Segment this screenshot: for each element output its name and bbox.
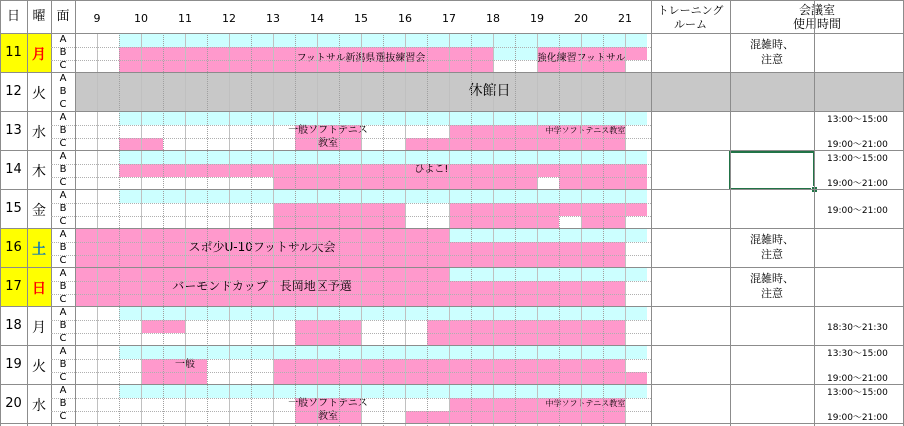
row-11-court-A: A bbox=[59, 34, 67, 45]
row-18-court-C: C bbox=[59, 333, 67, 344]
row-20-court-B: B bbox=[59, 398, 67, 409]
hline-row-16 bbox=[0, 267, 904, 268]
vline-hour-21 bbox=[625, 33, 626, 426]
header-hour-11: 11 bbox=[178, 12, 192, 25]
vline-hour-9_5 bbox=[119, 33, 120, 426]
row-15-court-C: C bbox=[59, 216, 67, 227]
vline-hour-16 bbox=[405, 33, 406, 426]
header-hour-17: 17 bbox=[442, 12, 456, 25]
header-hour-21: 21 bbox=[618, 12, 632, 25]
row-13-label-1: 教室 bbox=[318, 138, 338, 149]
row-12-court-B: B bbox=[59, 86, 67, 97]
row-17-training-note-b: 注意 bbox=[761, 287, 783, 300]
hline-row-13 bbox=[0, 150, 904, 151]
hline-row-14 bbox=[0, 189, 904, 190]
hline-row-12 bbox=[0, 111, 904, 112]
vline-hour-10 bbox=[141, 33, 142, 426]
header-training-1: トレーニング bbox=[657, 4, 724, 17]
row-20-label-1: 教室 bbox=[318, 411, 338, 422]
hline-sub-16-2 bbox=[51, 255, 651, 256]
vline-hour-18_5 bbox=[515, 33, 516, 426]
row-19-meeting-time-1: 19:00～21:00 bbox=[827, 374, 888, 384]
row-14-meeting-time-1: 19:00～21:00 bbox=[827, 179, 888, 189]
vline-solid-5 bbox=[730, 0, 731, 426]
row-16-training-note-b: 注意 bbox=[761, 248, 783, 261]
row-15-court-B-bar-1 bbox=[449, 203, 647, 216]
row-17-court-A: A bbox=[59, 268, 67, 279]
row-12-day-number: 12 bbox=[5, 84, 22, 99]
vline-hour-13_5 bbox=[295, 33, 296, 426]
hline-row-20 bbox=[0, 423, 904, 424]
row-19-court-C: C bbox=[59, 372, 67, 383]
row-16-court-A-bar-0 bbox=[449, 229, 647, 242]
row-15-dow: 金 bbox=[32, 203, 46, 219]
hline-row-11 bbox=[0, 72, 904, 73]
vline-hour-15 bbox=[361, 33, 362, 426]
row-16-court-B: B bbox=[59, 242, 67, 253]
hline-sub-19-1 bbox=[51, 359, 651, 360]
row-16-event-label: スポ少U-10フットサル大会 bbox=[188, 240, 336, 254]
header-hour-9: 9 bbox=[93, 12, 101, 25]
row-13-label-0: 一般ソフトテニス bbox=[288, 125, 368, 136]
vline-hour-9 bbox=[97, 33, 98, 426]
hline-sub-11-1 bbox=[51, 47, 651, 48]
hline-sub-19-2 bbox=[51, 372, 651, 373]
hline-sub-18-2 bbox=[51, 333, 651, 334]
hline-sub-15-2 bbox=[51, 216, 651, 217]
row-14-day-number: 14 bbox=[5, 162, 22, 177]
row-17-court-C: C bbox=[59, 294, 67, 305]
row-18-court-A: A bbox=[59, 307, 67, 318]
row-15-court-A: A bbox=[59, 190, 67, 201]
row-13-court-C: C bbox=[59, 138, 67, 149]
vline-hour-12_5 bbox=[251, 33, 252, 426]
row-13-day-number: 13 bbox=[5, 123, 22, 138]
vline-hour-20_5 bbox=[603, 33, 604, 426]
row-12-closed-label: 休館日 bbox=[468, 83, 511, 99]
row-19-court-A: A bbox=[59, 346, 67, 357]
row-12-dow: 火 bbox=[32, 86, 46, 102]
hline-sub-17-2 bbox=[51, 294, 651, 295]
row-18-meeting-time-0: 18:30～21:30 bbox=[827, 323, 888, 333]
row-11-court-C: C bbox=[59, 60, 67, 71]
row-12-court-A: A bbox=[59, 73, 67, 84]
row-17-day-number: 17 bbox=[5, 279, 22, 294]
hline-sub-16-1 bbox=[51, 242, 651, 243]
hline-sub-20-2 bbox=[51, 411, 651, 412]
row-14-court-A: A bbox=[59, 151, 67, 162]
hline-row-19 bbox=[0, 384, 904, 385]
row-13-label-2: 中学ソフトテニス教室 bbox=[545, 126, 626, 135]
header-training-2: ルーム bbox=[674, 18, 707, 31]
row-20-dow: 水 bbox=[32, 398, 46, 414]
vline-hour-17 bbox=[449, 33, 450, 426]
row-20-court-C: C bbox=[59, 411, 67, 422]
row-14-meeting-time-0: 13:00～15:00 bbox=[827, 154, 888, 164]
row-16-training-note: 混雑時、 bbox=[750, 233, 794, 246]
row-11-dow: 月 bbox=[32, 47, 46, 63]
row-13-court-B: B bbox=[59, 125, 67, 136]
row-11-training-note: 混雑時、 bbox=[750, 38, 794, 51]
row-13-dow: 水 bbox=[32, 125, 46, 141]
vline-hour-18 bbox=[493, 33, 494, 426]
vline-hour-11 bbox=[185, 33, 186, 426]
hline-sub-13-2 bbox=[51, 138, 651, 139]
vline-hour-19 bbox=[537, 33, 538, 426]
row-14-dow: 木 bbox=[32, 164, 46, 180]
header-hour-13: 13 bbox=[266, 12, 280, 25]
row-12-court-C: C bbox=[59, 99, 67, 110]
header-hour-15: 15 bbox=[354, 12, 368, 25]
row-13-meeting-time-0: 13:00～15:00 bbox=[827, 115, 888, 125]
hline-row-17 bbox=[0, 306, 904, 307]
row-11-day-number: 11 bbox=[5, 45, 22, 60]
row-20-label-2: 中学ソフトテニス教室 bbox=[545, 399, 626, 408]
row-11-label-1: 強化練習フットサル bbox=[536, 53, 626, 64]
vline-hour-14 bbox=[317, 33, 318, 426]
row-19-meeting-time-0: 13:30～15:00 bbox=[827, 349, 888, 359]
row-14-label-0: ひよこ! bbox=[414, 164, 449, 175]
header-meeting-1: 会議室 bbox=[798, 3, 835, 17]
vline-hour-19_5 bbox=[559, 33, 560, 426]
row-14-court-B: B bbox=[59, 164, 67, 175]
row-19-dow: 火 bbox=[32, 359, 46, 375]
hline-sub-14-1 bbox=[51, 164, 651, 165]
vline-hour-15_5 bbox=[383, 33, 384, 426]
vline-hour-13 bbox=[273, 33, 274, 426]
row-17-dow: 日 bbox=[32, 281, 46, 297]
header-dow: 曜 bbox=[32, 9, 46, 24]
hline-sub-15-1 bbox=[51, 203, 651, 204]
row-18-court-B-bar-2 bbox=[427, 320, 625, 333]
row-14-court-C: C bbox=[59, 177, 67, 188]
row-20-court-A: A bbox=[59, 385, 67, 396]
hline-sub-18-1 bbox=[51, 320, 651, 321]
hline-sub-20-1 bbox=[51, 398, 651, 399]
row-16-dow: 土 bbox=[32, 242, 46, 258]
vline-solid-4 bbox=[651, 0, 652, 426]
row-19-court-B: B bbox=[59, 359, 67, 370]
header-day: 日 bbox=[6, 9, 20, 24]
header-hour-10: 10 bbox=[134, 12, 148, 25]
hline-header bbox=[0, 33, 904, 34]
row-20-label-0: 一般ソフトテニス bbox=[288, 398, 368, 409]
hline-sub-13-1 bbox=[51, 125, 651, 126]
hline-sub-14-2 bbox=[51, 177, 651, 178]
hline-row-18 bbox=[0, 345, 904, 346]
row-15-court-B: B bbox=[59, 203, 67, 214]
header-hour-14: 14 bbox=[310, 12, 324, 25]
row-11-court-B: B bbox=[59, 47, 67, 58]
row-20-meeting-time-1: 19:00～21:00 bbox=[827, 413, 888, 423]
row-18-dow: 月 bbox=[32, 320, 46, 336]
vline-solid-2 bbox=[51, 0, 52, 426]
vline-hour-17_5 bbox=[471, 33, 472, 426]
header-hour-18: 18 bbox=[486, 12, 500, 25]
row-13-court-A: A bbox=[59, 112, 67, 123]
vline-hour-11_5 bbox=[207, 33, 208, 426]
row-13-meeting-time-1: 19:00～21:00 bbox=[827, 140, 888, 150]
hline-row-15 bbox=[0, 228, 904, 229]
row-16-day-number: 16 bbox=[5, 240, 22, 255]
row-14-selected-cell[interactable] bbox=[729, 151, 815, 190]
row-17-training-note: 混雑時、 bbox=[750, 272, 794, 285]
row-20-day-number: 20 bbox=[5, 396, 22, 411]
header-hour-19: 19 bbox=[530, 12, 544, 25]
row-18-court-B-bar-1 bbox=[295, 320, 361, 333]
header-hour-12: 12 bbox=[222, 12, 236, 25]
vline-hour-14_5 bbox=[339, 33, 340, 426]
row-18-day-number: 18 bbox=[5, 318, 22, 333]
vline-hour-20 bbox=[581, 33, 582, 426]
vline-hour-10_5 bbox=[163, 33, 164, 426]
header-hour-16: 16 bbox=[398, 12, 412, 25]
row-17-court-B: B bbox=[59, 281, 67, 292]
vline-solid-3 bbox=[75, 0, 76, 426]
row-11-label-0: フットサル新潟県選抜練習会 bbox=[296, 53, 426, 64]
row-19-label-0: 一般 bbox=[175, 359, 195, 370]
hline-sub-11-2 bbox=[51, 60, 651, 61]
row-20-meeting-time-0: 13:00～15:00 bbox=[827, 388, 888, 398]
row-19-day-number: 19 bbox=[5, 357, 22, 372]
vline-hour-12 bbox=[229, 33, 230, 426]
header-meeting-2: 使用時間 bbox=[792, 17, 841, 31]
header-hour-20: 20 bbox=[574, 12, 588, 25]
vline-solid-0 bbox=[0, 0, 1, 426]
hline-sub-17-1 bbox=[51, 281, 651, 282]
header-court: 面 bbox=[56, 9, 70, 24]
row-11-training-note-b: 注意 bbox=[761, 53, 783, 66]
row-16-court-C: C bbox=[59, 255, 67, 266]
row-16-court-A: A bbox=[59, 229, 67, 240]
vline-hour-16_5 bbox=[427, 33, 428, 426]
row-15-meeting-time-0: 19:00～21:00 bbox=[827, 206, 888, 216]
vline-solid-1 bbox=[27, 0, 28, 426]
row-17-event-label: バーモンドカップ 長岡地区予選 bbox=[172, 279, 352, 293]
hline-top bbox=[0, 0, 904, 1]
row-18-court-B: B bbox=[59, 320, 67, 331]
vline-solid-6 bbox=[814, 0, 815, 426]
row-17-court-A-bar-0 bbox=[449, 268, 647, 281]
row-15-day-number: 15 bbox=[5, 201, 22, 216]
